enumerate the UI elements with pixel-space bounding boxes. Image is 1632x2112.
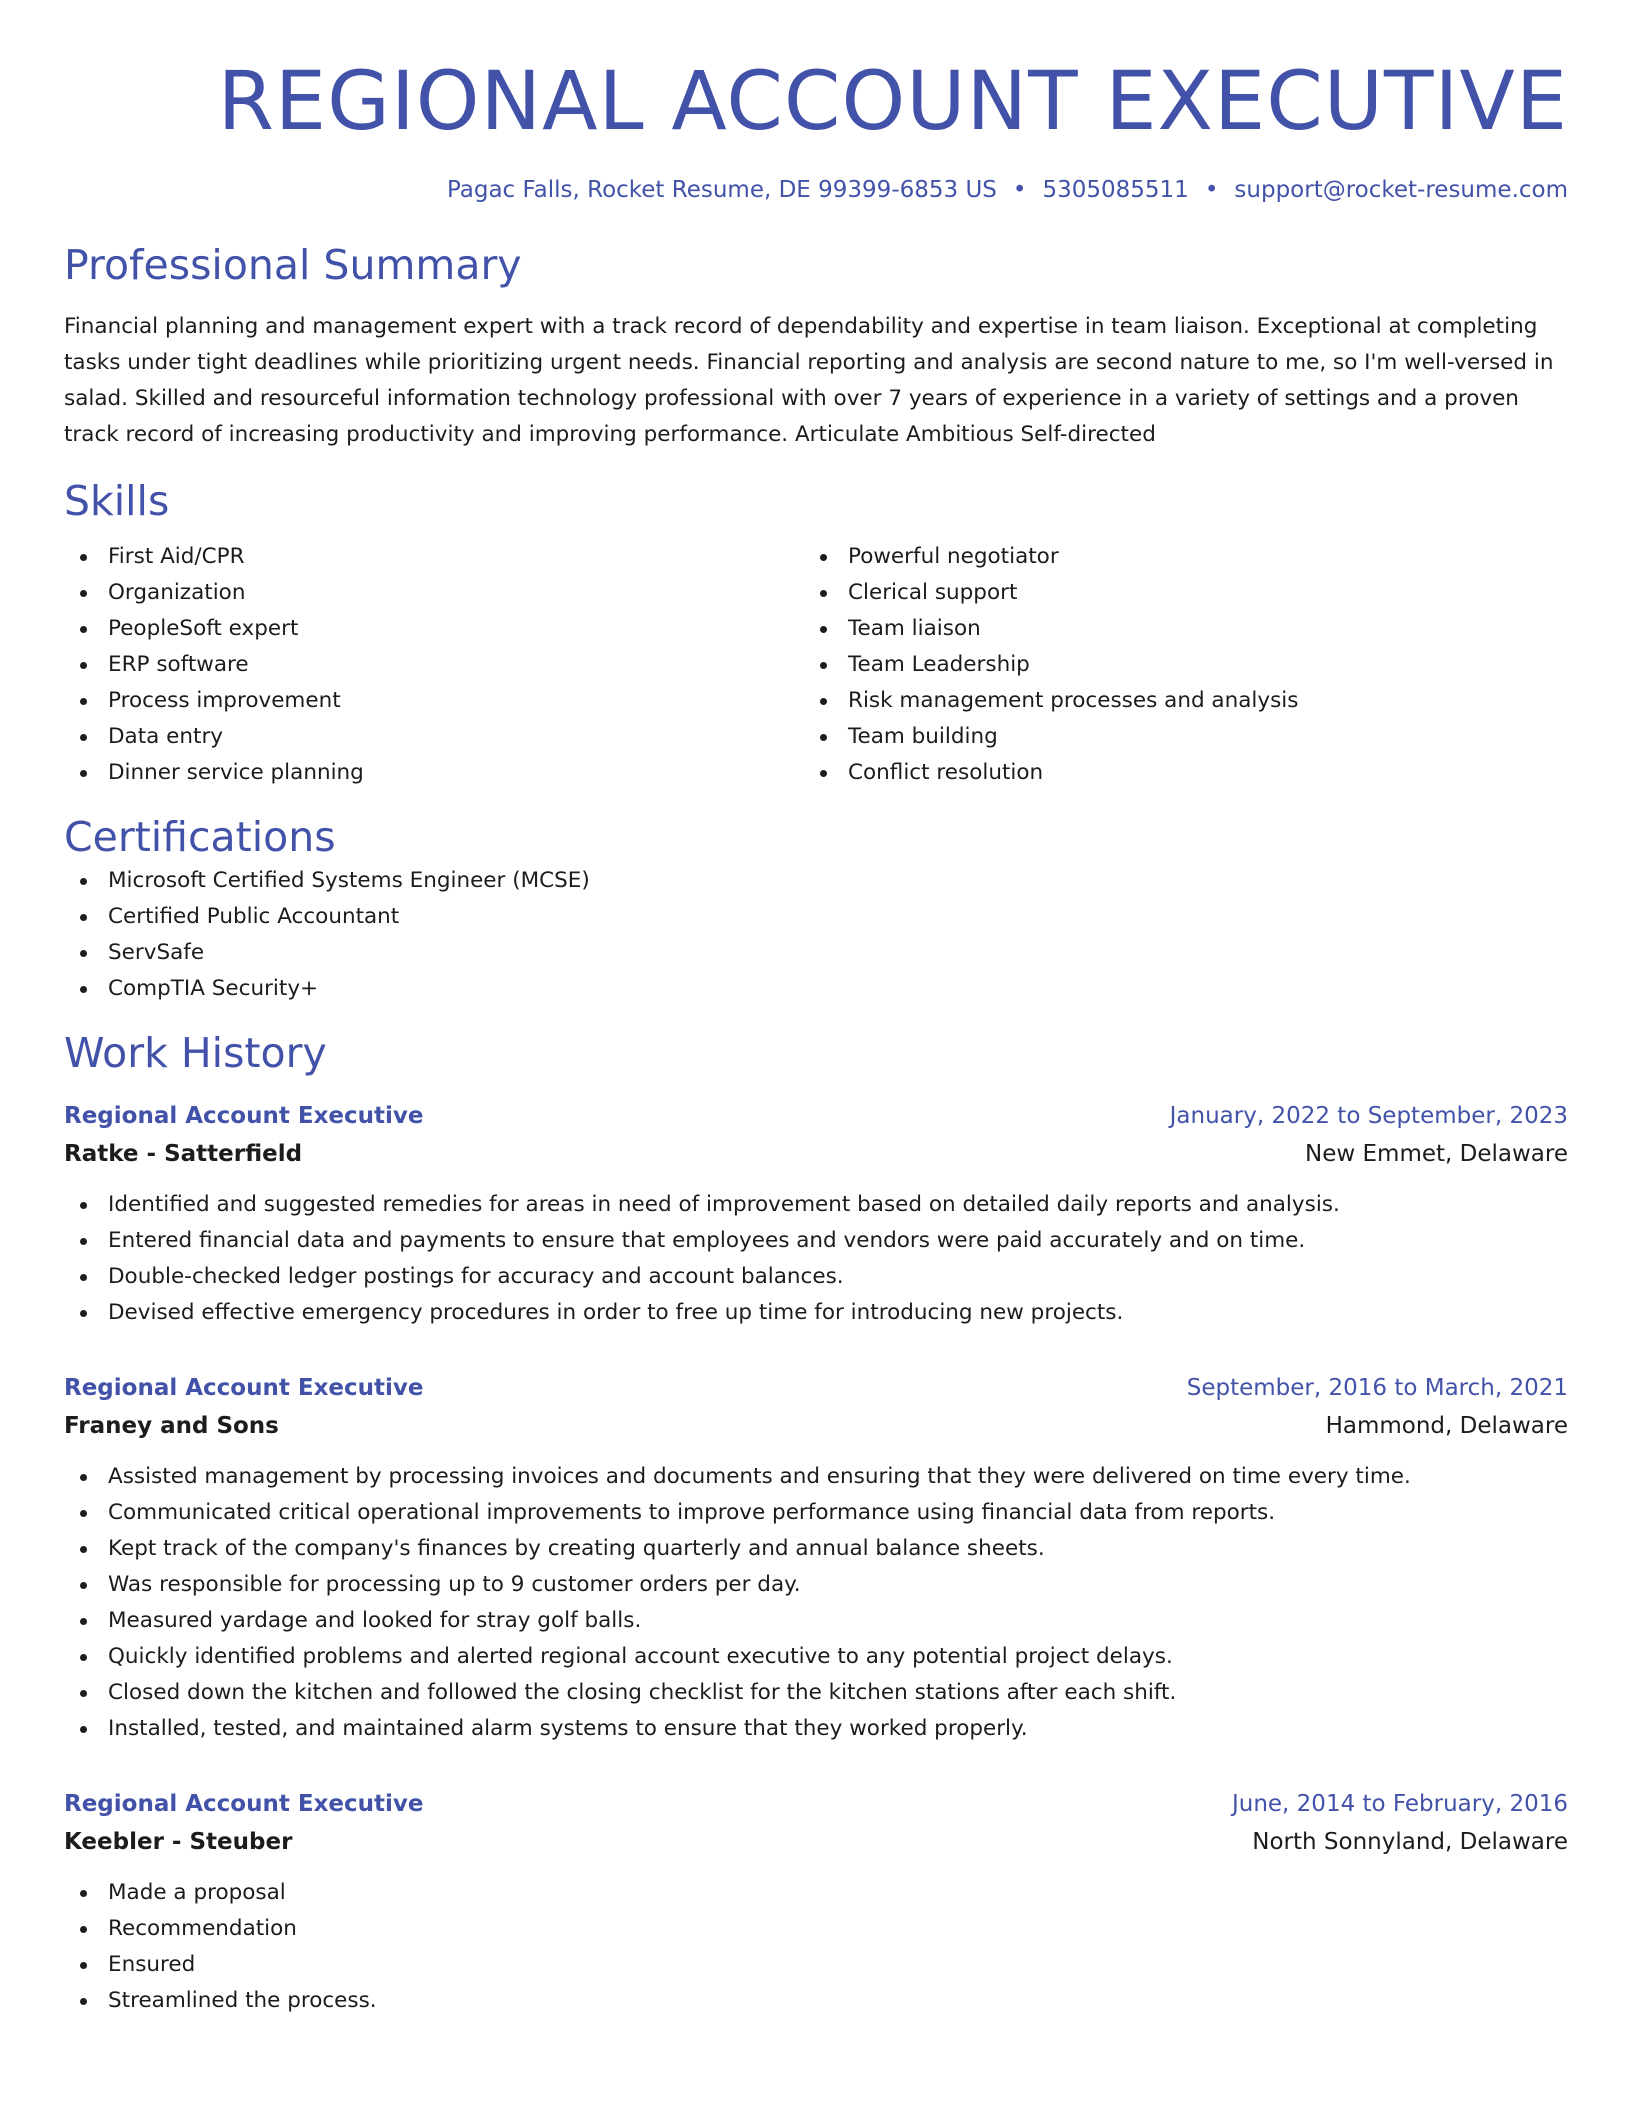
job-bullets — [64, 1875, 1568, 2019]
skills-columns — [64, 539, 1568, 791]
summary-text: Financial planning and management expert with a track record of dependability and expertise in team liaison. Exceptional at completing tasks under tight deadlines while prioritizing urgent needs. Financial reporting and analysis are second nature to me, so I'm well-versed in salad. Skilled and resourceful information technology professional with over 7 years of experience in a variety of settings and a proven track record of increasing productivity and improving performance. Articulate Ambitious Self-directed — [64, 314, 1554, 447]
skill-item: First Aid/CPR — [64, 539, 804, 575]
job-bullet: Installed, tested, and maintained alarm systems to ensure that they worked properly. — [64, 1711, 1568, 1747]
contact-separator: • — [1012, 177, 1027, 203]
job-location: New Emmet, Delaware — [1305, 1141, 1568, 1167]
skills-list-left — [64, 539, 804, 791]
job-entry — [64, 1369, 1568, 1747]
certification-item: Certified Public Accountant — [64, 899, 1568, 935]
job-header-row — [64, 1785, 1568, 1823]
contact-line — [64, 175, 1568, 205]
job-company-row — [64, 1135, 1568, 1173]
job-bullet: Recommendation — [64, 1911, 1568, 1947]
job-title: Regional Account Executive — [64, 1791, 424, 1817]
skill-item: Data entry — [64, 719, 804, 755]
job-bullet: Ensured — [64, 1947, 1568, 1983]
job-bullet: Devised effective emergency procedures in order to free up time for introducing new projects. — [64, 1295, 1568, 1331]
job-bullet: Measured yardage and looked for stray golf balls. — [64, 1603, 1568, 1639]
certification-item: Microsoft Certified Systems Engineer (MCSE) — [64, 863, 1568, 899]
job-bullet: Communicated critical operational improvements to improve performance using financial data from reports. — [64, 1495, 1568, 1531]
job-entry — [64, 1785, 1568, 2019]
job-bullet: Made a proposal — [64, 1875, 1568, 1911]
skill-item: Team Leadership — [804, 647, 1544, 683]
job-bullet: Quickly identified problems and alerted regional account executive to any potential project delays. — [64, 1639, 1568, 1675]
certification-item: CompTIA Security+ — [64, 971, 1568, 1007]
job-company-row — [64, 1407, 1568, 1445]
job-dates: September, 2016 to March, 2021 — [1186, 1375, 1568, 1401]
skill-item: Dinner service planning — [64, 755, 804, 791]
job-bullet: Assisted management by processing invoices and documents and ensuring that they were delivered on time every time. — [64, 1459, 1568, 1495]
section-title-summary: Professional Summary — [64, 241, 522, 289]
job-bullet: Kept track of the company's finances by creating quarterly and annual balance sheets. — [64, 1531, 1568, 1567]
job-bullets — [64, 1187, 1568, 1331]
job-title: Regional Account Executive — [64, 1375, 424, 1401]
skill-item: Powerful negotiator — [804, 539, 1544, 575]
certifications-list — [64, 863, 1568, 1007]
job-bullet: Double-checked ledger postings for accuracy and account balances. — [64, 1259, 1568, 1295]
skill-item: Clerical support — [804, 575, 1544, 611]
skill-item: Process improvement — [64, 683, 804, 719]
section-title-work-history: Work History — [64, 1029, 327, 1077]
contact-phone: 5305085511 — [1042, 177, 1189, 203]
job-bullet: Identified and suggested remedies for areas in need of improvement based on detailed daily reports and analysis. — [64, 1187, 1568, 1223]
job-title: Regional Account Executive — [64, 1103, 424, 1129]
section-title-skills: Skills — [64, 477, 170, 525]
job-bullet: Was responsible for processing up to 9 customer orders per day. — [64, 1567, 1568, 1603]
job-dates: June, 2014 to February, 2016 — [1231, 1791, 1568, 1817]
job-location: Hammond, Delaware — [1325, 1413, 1568, 1439]
job-header-row — [64, 1369, 1568, 1407]
skill-item: Risk management processes and analysis — [804, 683, 1544, 719]
job-dates: January, 2022 to September, 2023 — [1169, 1103, 1568, 1129]
job-bullet: Streamlined the process. — [64, 1983, 1568, 2019]
skills-list-right — [804, 539, 1544, 791]
resume-name-title: REGIONAL ACCOUNT EXECUTIVE — [217, 55, 1568, 149]
skill-item: Organization — [64, 575, 804, 611]
job-header-row — [64, 1097, 1568, 1135]
skill-item: Conflict resolution — [804, 755, 1544, 791]
job-bullet: Entered financial data and payments to ensure that employees and vendors were paid accurately and on time. — [64, 1223, 1568, 1259]
skill-item: PeopleSoft expert — [64, 611, 804, 647]
job-company-row — [64, 1823, 1568, 1861]
skill-item: Team liaison — [804, 611, 1544, 647]
job-location: North Sonnyland, Delaware — [1252, 1829, 1568, 1855]
job-company: Franey and Sons — [64, 1413, 279, 1439]
job-company: Ratke - Satterfield — [64, 1141, 303, 1167]
job-bullets — [64, 1459, 1568, 1747]
certification-item: ServSafe — [64, 935, 1568, 971]
job-company: Keebler - Steuber — [64, 1829, 293, 1855]
job-entry — [64, 1097, 1568, 1331]
contact-email: support@rocket-resume.com — [1234, 177, 1568, 203]
job-bullet: Closed down the kitchen and followed the closing checklist for the kitchen stations after each shift. — [64, 1675, 1568, 1711]
skill-item: Team building — [804, 719, 1544, 755]
section-title-certifications: Certifications — [64, 813, 336, 861]
skill-item: ERP software — [64, 647, 804, 683]
contact-address: Pagac Falls, Rocket Resume, DE 99399-6853 US — [446, 177, 997, 203]
contact-separator: • — [1204, 177, 1219, 203]
